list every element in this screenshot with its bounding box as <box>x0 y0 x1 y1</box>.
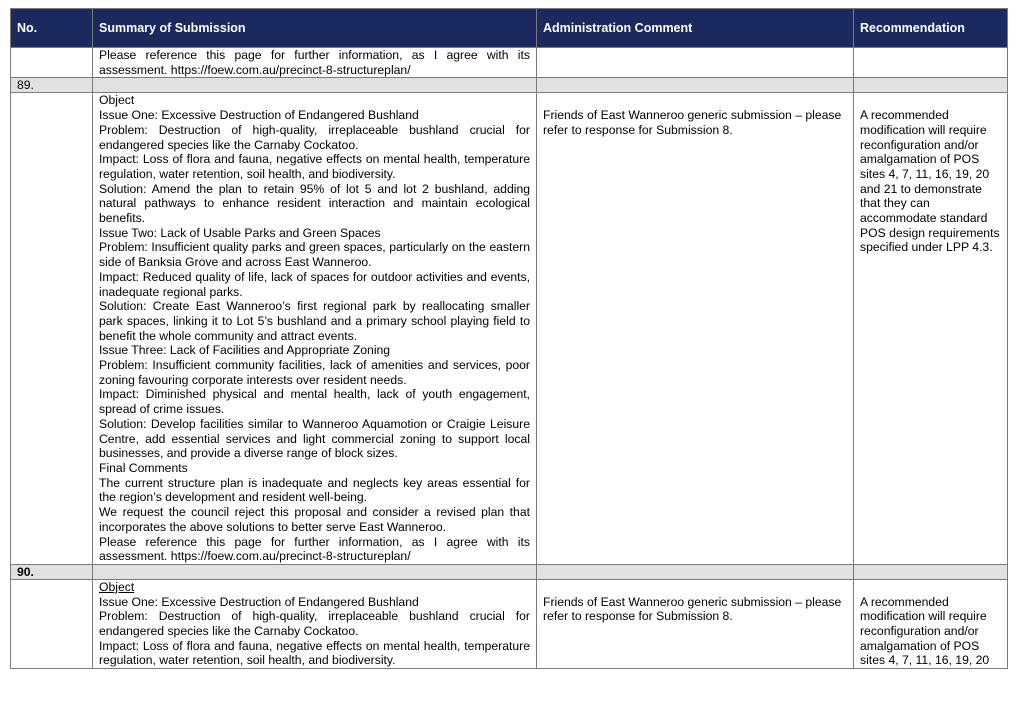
summary-line: We request the council reject this proposal and consider a revised plan that incorporates the above solutions to better serve East Wanneroo. <box>99 505 530 534</box>
cell-recommendation <box>854 93 1008 565</box>
summary-line: Final Comments <box>99 460 188 475</box>
cell-admin-comment <box>537 93 854 565</box>
admin-comment-text: Friends of East Wanneroo generic submission – please refer to response for Submission 8. <box>543 594 842 624</box>
cell-summary <box>93 579 537 668</box>
submissions-table <box>10 8 1008 669</box>
table-row <box>11 579 1008 668</box>
summary-line: Solution: Develop facilities similar to Wanneroo Aquamotion or Craigie Leisure Centre, add essential services and light commercial zoning to support local businesses, and provide a diverse range of block sizes. <box>99 416 530 461</box>
table-row <box>11 48 1008 78</box>
cell-no <box>11 579 93 668</box>
submission-number: 89. <box>11 78 93 93</box>
summary-line: Issue Three: Lack of Facilities and Appropriate Zoning <box>99 343 391 358</box>
summary-line: Impact: Loss of flora and fauna, negative effects on mental health, temperature regulation, water retention, soil health, and biodiversity. <box>99 152 530 181</box>
summary-line: Issue One: Excessive Destruction of Endangered Bushland <box>99 594 419 609</box>
table-row <box>11 93 1008 565</box>
summary-line: Problem: Insufficient community facilities, lack of amenities and services, poor zoning favouring corporate interests over resident needs. <box>99 358 530 387</box>
cell-no <box>11 48 93 78</box>
header-summary: Summary of Submission <box>93 9 537 48</box>
cell-recommendation <box>854 48 1008 78</box>
cell-no <box>11 93 93 565</box>
summary-line: Solution: Amend the plan to retain 95% of lot 5 and lot 2 bushland, adding natural pathways to enhance resident interaction and maintain ecological benefits. <box>99 181 530 226</box>
cell-summary: Please reference this page for further information, as I agree with its assessment. https://foew.com.au/precinct-8-structureplan/ <box>93 48 537 78</box>
summary-line: Impact: Diminished physical and mental health, lack of youth engagement, spread of crime issues. <box>99 387 530 417</box>
summary-line: The current structure plan is inadequate and neglects key areas essential for the region’s development and resident well-being. <box>99 475 530 505</box>
summary-line: Impact: Reduced quality of life, lack of spaces for outdoor activities and events, inadequate regional parks. <box>99 269 530 299</box>
summary-line: Please reference this page for further information, as I agree with its assessment. https://foew.com.au/precinct-8-structureplan/ <box>99 534 530 564</box>
submission-number: 90. <box>11 564 93 579</box>
submission-number-row-89 <box>11 78 1008 93</box>
summary-line: Problem: Destruction of high-quality, irreplaceable bushland crucial for endangered species like the Carnaby Cockatoo. <box>99 122 530 152</box>
cell-admin-comment <box>537 579 854 668</box>
summary-line: Impact: Loss of flora and fauna, negative effects on mental health, temperature regulation, water retention, soil health, and biodiversity. <box>99 638 530 668</box>
summary-line: Object <box>99 93 135 108</box>
table-header-row <box>11 9 1008 48</box>
summary-line: Issue One: Excessive Destruction of Endangered Bushland <box>99 108 419 123</box>
recommendation-text: A recommended modification will require reconfiguration and/or amalgamation of POS sites 4, 7, 11, 16, 19, 20 and 21 to demonstrate that they can accommodate standard POS design requirements specified under LPP 4.3. <box>860 108 1000 255</box>
admin-comment-text: Friends of East Wanneroo generic submission – please refer to response for Submission 8. <box>543 108 842 137</box>
cell-admin-comment <box>537 48 854 78</box>
summary-line: Problem: Destruction of high-quality, irreplaceable bushland crucial for endangered species like the Carnaby Cockatoo. <box>99 609 530 639</box>
summary-line: Problem: Insufficient quality parks and green spaces, particularly on the eastern side of Banksia Grove and across East Wanneroo. <box>99 240 530 270</box>
summary-line: Object <box>99 579 135 594</box>
header-recommendation: Recommendation <box>854 9 1008 48</box>
summary-line: Solution: Create East Wanneroo’s first regional park by reallocating smaller park spaces, linking it to Lot 5’s bushland and a primary school playing field to benefit the whole community and attract events. <box>99 299 530 343</box>
recommendation-text: A recommended modification will require reconfiguration and/or amalgamation of POS sites 4, 7, 11, 16, 19, 20 <box>860 594 990 668</box>
cell-recommendation <box>854 579 1008 668</box>
header-admin-comment: Administration Comment <box>537 9 854 48</box>
cell-summary <box>93 93 537 565</box>
summary-line: Issue Two: Lack of Usable Parks and Green Spaces <box>99 225 381 240</box>
header-no: No. <box>11 9 93 48</box>
submission-number-row-90 <box>11 564 1008 579</box>
